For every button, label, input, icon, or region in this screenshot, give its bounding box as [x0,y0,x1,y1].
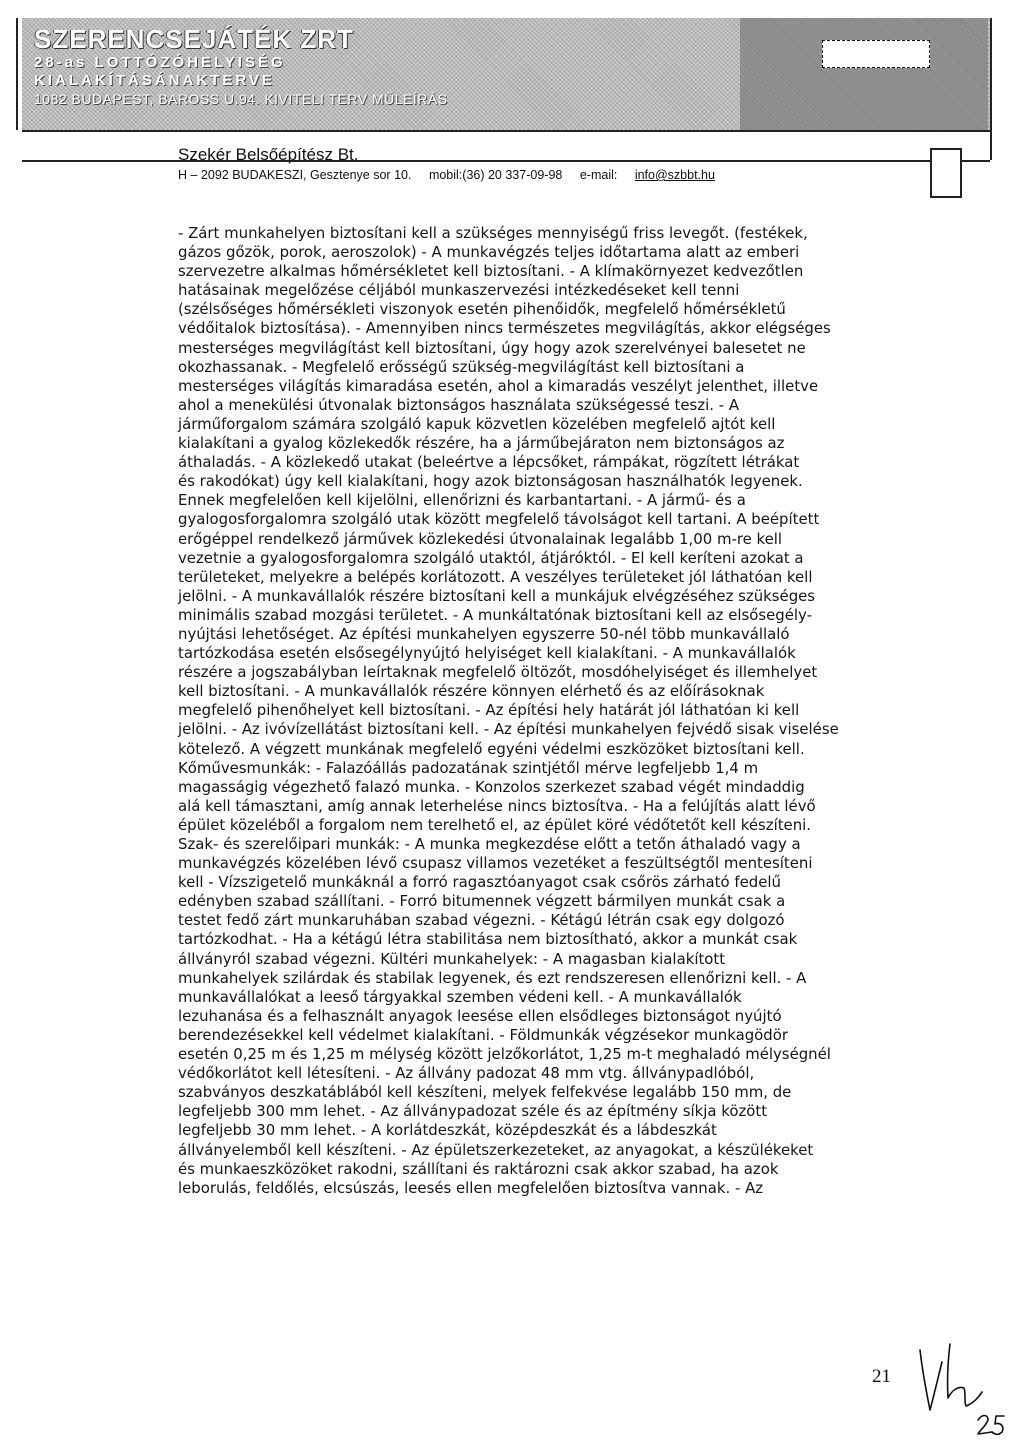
body-line: területeket, melyekre a belépés korlátozott. A veszélyes területeket jól láthatóan kell [178,567,813,586]
body-line: védőkorlátot kell létesíteni. - Az állvány padozat 48 mm vtg. állványpadlóból, [178,1064,755,1083]
body-line: (szélsőséges hőmérsékleti viszonyok esetén pihenőidők, megfelelő hőmérsékletű [178,300,786,319]
body-line: hatásainak megelőzése céljából munkaszervezési intézkedéseket kell tenni [178,281,740,300]
firm-email-link[interactable]: info@szbbt.hu [634,168,715,182]
body-line: állványelemből kell készíteni. - Az épületszerkezeteket, az anyagokat, a készülékeket [178,1140,814,1159]
body-line: részére a jogszabályban leírtaknak megfelelő öltözőt, mosdóhelyiséget és illemhelyet [178,663,818,682]
body-line: és rakodókat) úgy kell kialakítani, hogy azok biztonságosan használhatók legyenek. [178,472,803,491]
project-address: 1082 BUDAPEST, BAROSS U.94. KIVITELI TERV MŰLEÍRÁS [34,91,448,107]
body-line: kialakítani a gyalog közlekedők részére, ha a járműbejáraton nem biztonságos az [178,434,785,453]
body-line: állványról szabad végezni. Kültéri munkahelyek: - A magasban kialakított [178,949,726,968]
body-line: áthaladás. - A közlekedő utakat (beleértve a lépcsőket, rámpákat, rögzített létrákat [178,453,800,472]
body-line: berendezésekkel kell védelmet kialakítani. - Földmunkák végzésekor munkagödör [178,1025,788,1044]
body-line: magasságig végezhető falazó munka. - Konzolos szerkezet szabad végét mindaddig [178,777,805,796]
body-line: okozhassanak. - Megfelelő erősségű szükség-megvilágítást kell biztosítani a [178,357,745,376]
body-line: védőitalok biztosítása). - Amennyiben nincs természetes megvilágítás, akkor elégséges [178,319,831,338]
firm-address: H – 2092 BUDAKESZI, Gesztenye sor 10. [178,168,412,182]
body-line: gyalogosforgalomra szolgáló utak között megfelelő távolságot kell tartani. A beépített [178,510,820,529]
stamp-box [822,40,930,68]
body-line: edényben szabad szállítani. - Forró bitumennek végzett bármilyen munkát csak a [178,892,786,911]
body-line: legfeljebb 30 mm lehet. - A korlátdeszkát, középdeszkát és a lábdeszkát [178,1121,717,1140]
body-line: megfelelő pihenőhelyet kell biztosítani. - Az építési hely határát jól láthatóan ki kell [178,701,800,720]
firm-email [580,168,729,182]
firm-name: Szekér Belsőépítész Bt. [178,145,359,164]
project-title-line1: 28-as LOTTÓZÓHELYISÉG [34,54,286,71]
body-line: vezetnie a gyalogosforgalomra szolgáló utaktól, átjáróktól. - El kell keríteni azokat a [178,548,804,567]
header-bottom-rule [22,160,990,162]
header-right-border [990,18,992,160]
firm-mobile: mobil:(36) 20 337-09-98 [428,168,563,182]
body-line: kötelező. A végzett munkának megfelelő egyéni védelmi eszközöket biztosítani kell. [178,739,805,758]
body-line: ahol a menekülési útvonalak biztonságos használata szükségessé teszi. - A [178,395,740,414]
body-line: alá kell támasztani, amíg annak leterhelése nincs biztosítva. - Ha a felújítás alatt lévő [178,796,816,815]
body-line: tartózkodhat. - Ha a kétágú létra stabilitása nem biztosítható, akkor a munkát csak [178,930,798,949]
body-line: és munkaeszközöket rakodni, szállítani és raktározni csak akkor szabad, ha azok [178,1159,779,1178]
body-line: testet fedő zárt munkaruhában szabad végezni. - Kétágú létrán csak egy dolgozó [178,911,785,930]
body-line: szervezetre alkalmas hőmérsékletet kell biztosítani. - A klímakörnyezet kedvezőtlen [178,262,804,281]
body-line: Kőművesmunkák: - Falazóállás padozatának szintjétől mérve legfeljebb 1,4 m [178,758,759,777]
corner-box [930,148,962,198]
company-name: SZERENCSEJÁTÉK ZRT [34,24,354,54]
body-line: szabványos deszkatáblából kell készíteni, melyek felfekvése legalább 150 mm, de [178,1083,792,1102]
body-line: Ennek megfelelően kell kijelölni, ellenőrizni és karbantartani. - A jármű- és a [178,491,746,510]
body-line: mesterséges megvilágítást kell biztosítani, úgy hogy azok szerelvényei balesetet ne [178,338,806,357]
body-line: erőgéppel rendelkező járművek közlekedési útvonalainak legalább 1,00 m-re kell [178,529,783,548]
body-line: munkavállalókat a leeső tárgyakkal szemben védeni kell. - A munkavállalók [178,987,742,1006]
body-line: gázos gőzök, porok, aeroszolok) - A munkavégzés teljes időtartama alatt az emberi [178,243,800,262]
body-line: - Zárt munkahelyen biztosítani kell a szükséges mennyiségű friss levegőt. (festékek, [178,224,808,242]
page-number: 21 [872,1366,891,1387]
body-text [178,224,868,1198]
body-line: legfeljebb 300 mm lehet. - Az állványpadozat széle és az építmény síkja között [178,1102,768,1121]
header-banner-dark-panel [740,18,988,130]
body-line: munkavégzés közelében lévő csupasz villamos vezetéket a feszültségtől mentesíteni [178,854,813,873]
body-line: kell - Vízszigetelő munkáknál a forró ragasztóanyagot csak csőrös zárható fedelű [178,873,781,892]
body-line: nyújtási lehetőséget. Az építési munkahelyen egyszerre 50-nél több munkavállaló [178,624,790,643]
body-line: munkahelyek szilárdak és stabilak legyenek, és ezt rendszeresen ellenőrizni kell. - A [178,968,807,987]
handwritten-initials [908,1340,1008,1440]
body-line: tartózkodása esetén elsősegélynyújtó helyiséget kell kialakítani. - A munkavállalók [178,644,796,663]
project-title-line2: KIALAKÍTÁSÁNAKTERVE [34,72,275,89]
firm-contact-line [178,168,743,182]
body-line: jelölni. - Az ivóvízellátást biztosítani kell. - Az építési munkahelyen fejvédő sisak viselése [178,720,839,739]
body-line: jelölni. - A munkavállalók részére biztosítani kell a munkájuk elvégzéséhez szükséges [178,586,816,605]
header-left-border [16,18,24,130]
body-line: esetén 0,25 m és 1,25 m mélység között jelzőkorlátot, 1,25 m-t meghaladó mélységnél [178,1045,831,1064]
body-line: leborulás, feldőlés, elcsúszás, leesés ellen megfelelően biztosítva vannak. - Az [178,1178,764,1197]
body-line: lezuhanása és a felhasznált anyagok leesése ellen elsődleges biztonságot nyújtó [178,1006,782,1025]
body-line: mesterséges világítás kimaradása esetén, ahol a kimaradás veszélyt jelenthet, illetve [178,376,819,395]
firm-email-label: e-mail: [579,168,621,182]
body-line: épület közeléből a forgalom nem terelhető el, az épület köré védőtetőt kell készíteni. [178,815,812,834]
body-line: járműforgalom számára szolgáló kapuk közvetlen közelében megfelelő ajtót kell [178,414,776,433]
body-line: Szak- és szerelőipari munkák: - A munka megkezdése előtt a tetőn áthaladó vagy a [178,835,801,853]
body-line: minimális szabad mozgási területet. - A munkáltatónak biztosítani kell az elsősegély- [178,605,812,624]
body-line: kell biztosítani. - A munkavállalók részére könnyen elérhető és az előírásoknak [178,682,765,701]
